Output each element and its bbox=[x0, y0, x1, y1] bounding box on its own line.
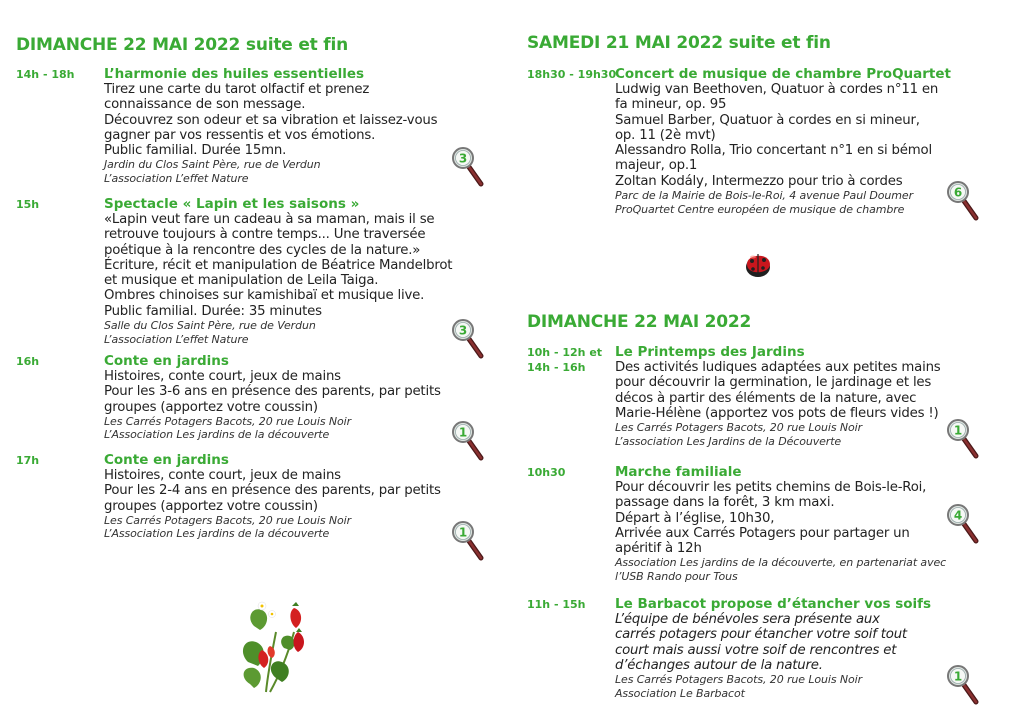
event-title: L’harmonie des huiles essentielles bbox=[104, 66, 365, 82]
event-organizer: L’association L’effet Nature bbox=[104, 332, 249, 346]
event-time: 11h - 15h bbox=[527, 598, 586, 611]
desc-line: Arrivée aux Carrés Potagers pour partager un bbox=[615, 525, 910, 541]
desc-line: retrouve toujours à contre temps... Une traversée bbox=[104, 227, 426, 243]
event-venue: Salle du Clos Saint Père, rue de Verdun bbox=[104, 319, 316, 333]
event-time: 10h - 12h et 14h - 16h bbox=[527, 346, 603, 374]
desc-line: carrés potagers pour étancher votre soif tout bbox=[615, 627, 907, 643]
event-body bbox=[104, 452, 486, 541]
badge-number: 1 bbox=[953, 423, 963, 438]
desc-line: op. 11 (2è mvt) bbox=[615, 127, 716, 143]
event-body bbox=[104, 353, 486, 442]
event-venue: Les Carrés Potagers Bacots, 20 rue Louis Noir bbox=[615, 421, 863, 435]
event-description bbox=[615, 360, 997, 421]
badge-number: 1 bbox=[458, 525, 468, 540]
desc-line: gagner par vos ressentis et vos émotions. bbox=[104, 127, 376, 143]
ladybug-icon bbox=[739, 244, 775, 284]
right-heading-saturday: SAMEDI 21 MAI 2022 suite et fin bbox=[527, 33, 831, 53]
event-venue: Parc de la Mairie de Bois-le-Roi, 4 avenue Paul Doumer bbox=[615, 189, 914, 203]
magnifier-badge-icon[interactable] bbox=[452, 146, 484, 188]
desc-line: Tirez une carte du tarot olfactif et prenez bbox=[104, 82, 370, 97]
badge-number: 1 bbox=[458, 425, 468, 440]
magnifier-badge-icon[interactable] bbox=[947, 418, 979, 460]
magnifier-badge-icon[interactable] bbox=[452, 520, 484, 562]
right-heading-sunday: DIMANCHE 22 MAI 2022 bbox=[527, 312, 752, 332]
desc-line: Pour découvrir les petits chemins de Bois-le-Roi, bbox=[615, 480, 927, 495]
desc-line: Alessandro Rolla, Trio concertant n°1 en si bémol bbox=[615, 143, 932, 159]
event-time: 10h30 bbox=[527, 466, 566, 479]
event-venue: Les Carrés Potagers Bacots, 20 rue Louis Noir bbox=[615, 673, 863, 687]
event-conte-2 bbox=[16, 452, 486, 541]
event-organizer: l’USB Rando pour Tous bbox=[615, 569, 738, 583]
desc-line: Samuel Barber, Quatuor à cordes en si mineur, bbox=[615, 112, 920, 128]
desc-line: pour découvrir la germination, le jardinage et les bbox=[615, 375, 932, 391]
event-venue: Les Carrés Potagers Bacots, 20 rue Louis Noir bbox=[104, 513, 352, 527]
desc-line: «Lapin veut fare un cadeau à sa maman, mais il se bbox=[104, 212, 435, 227]
desc-line: groupes (apportez votre coussin) bbox=[104, 399, 318, 415]
event-huiles bbox=[16, 66, 486, 185]
desc-line: connaissance de son message. bbox=[104, 97, 306, 113]
event-venue: Association Les jardins de la découverte, en partenariat avec bbox=[615, 556, 947, 570]
event-body bbox=[104, 196, 486, 346]
desc-line: L’équipe de bénévoles sera présente aux bbox=[615, 612, 880, 627]
event-description bbox=[615, 612, 997, 673]
desc-line: Départ à l’église, 10h30, bbox=[615, 510, 775, 526]
event-organizer: ProQuartet Centre européen de musique de chambre bbox=[615, 202, 905, 216]
desc-line: Marie-Hélène (apportez vos pots de fleurs vides !) bbox=[615, 405, 939, 421]
event-concert bbox=[527, 66, 997, 216]
event-description bbox=[104, 212, 486, 319]
event-body bbox=[615, 66, 997, 216]
event-marche bbox=[527, 464, 997, 583]
left-heading: DIMANCHE 22 MAI 2022 suite et fin bbox=[16, 35, 349, 55]
event-organizer: L’Association Les jardins de la découverte bbox=[104, 428, 330, 442]
event-title: Concert de musique de chambre ProQuartet bbox=[615, 66, 951, 82]
event-title: Marche familiale bbox=[615, 464, 742, 480]
event-title: Le Barbacot propose d’étancher vos soifs bbox=[615, 596, 932, 612]
magnifier-badge-icon[interactable] bbox=[947, 180, 979, 222]
strawberry-plant-icon bbox=[236, 592, 316, 700]
desc-line: court mais aussi votre soif de rencontres et bbox=[615, 642, 897, 658]
desc-line: Des activités ludiques adaptées aux petites mains bbox=[615, 360, 941, 375]
desc-line: fa mineur, op. 95 bbox=[615, 97, 727, 113]
event-venue: Jardin du Clos Saint Père, rue de Verdun bbox=[104, 158, 321, 172]
event-description bbox=[104, 369, 486, 415]
event-body bbox=[615, 344, 997, 448]
desc-line: passage dans la forêt, 3 km maxi. bbox=[615, 495, 835, 511]
event-conte-1 bbox=[16, 353, 486, 442]
badge-number: 3 bbox=[458, 151, 468, 166]
event-body bbox=[615, 464, 997, 583]
event-title: Le Printemps des Jardins bbox=[615, 344, 805, 360]
event-title: Conte en jardins bbox=[104, 452, 229, 468]
badge-number: 3 bbox=[458, 323, 468, 338]
desc-line: Ombres chinoises sur kamishibaï et musique live. bbox=[104, 288, 425, 304]
event-title: Spectacle « Lapin et les saisons » bbox=[104, 196, 360, 212]
desc-line: Pour les 2-4 ans en présence des parents, par petits bbox=[104, 483, 441, 499]
desc-line: Public familial. Durée: 35 minutes bbox=[104, 303, 322, 319]
event-time: 14h - 18h bbox=[16, 68, 75, 81]
event-time: 18h30 - 19h30 bbox=[527, 68, 617, 81]
desc-line: Histoires, conte court, jeux de mains bbox=[104, 468, 341, 483]
desc-line: d’échanges autour de la nature. bbox=[615, 657, 823, 673]
event-organizer: Association Le Barbacot bbox=[615, 686, 745, 700]
desc-line: Ludwig van Beethoven, Quatuor à cordes n°11 en bbox=[615, 82, 939, 97]
event-title: Conte en jardins bbox=[104, 353, 229, 369]
event-body bbox=[615, 596, 997, 700]
desc-line: décos à partir des éléments de la nature, avec bbox=[615, 390, 917, 406]
badge-number: 6 bbox=[953, 185, 963, 200]
magnifier-badge-icon[interactable] bbox=[947, 664, 979, 706]
event-time: 16h bbox=[16, 355, 40, 368]
desc-line: Écriture, récit et manipulation de Béatrice Mandelbrot bbox=[104, 257, 453, 273]
event-organizer: L’Association Les jardins de la découverte bbox=[104, 527, 330, 541]
desc-line: Découvrez son odeur et sa vibration et laissez-vous bbox=[104, 112, 438, 128]
desc-line: groupes (apportez votre coussin) bbox=[104, 498, 318, 514]
badge-number: 4 bbox=[953, 508, 963, 523]
event-printemps bbox=[527, 344, 997, 448]
event-body bbox=[104, 66, 486, 185]
event-description bbox=[104, 82, 486, 158]
desc-line: Public familial. Durée 15mn. bbox=[104, 143, 287, 159]
event-barbacot bbox=[527, 596, 997, 700]
desc-line: majeur, op.1 bbox=[615, 158, 698, 174]
desc-line: poétique à la rencontre des cycles de la nature.» bbox=[104, 242, 421, 258]
event-description bbox=[615, 480, 997, 556]
badge-number: 1 bbox=[953, 669, 963, 684]
event-spectacle bbox=[16, 196, 486, 346]
desc-line: apéritif à 12h bbox=[615, 541, 702, 557]
event-time: 17h bbox=[16, 454, 40, 467]
event-time: 15h bbox=[16, 198, 40, 211]
desc-line: Zoltan Kodály, Intermezzo pour trio à cordes bbox=[615, 173, 903, 189]
desc-line: Pour les 3-6 ans en présence des parents, par petits bbox=[104, 384, 441, 400]
desc-line: et musique et manipulation de Leila Taiga. bbox=[104, 273, 379, 289]
event-description bbox=[615, 82, 997, 189]
magnifier-badge-icon[interactable] bbox=[947, 503, 979, 545]
event-venue: Les Carrés Potagers Bacots, 20 rue Louis Noir bbox=[104, 414, 352, 428]
event-organizer: L’association L’effet Nature bbox=[104, 171, 249, 185]
event-description bbox=[104, 468, 486, 514]
event-organizer: L’association Les Jardins de la Découverte bbox=[615, 434, 842, 448]
desc-line: Histoires, conte court, jeux de mains bbox=[104, 369, 341, 384]
